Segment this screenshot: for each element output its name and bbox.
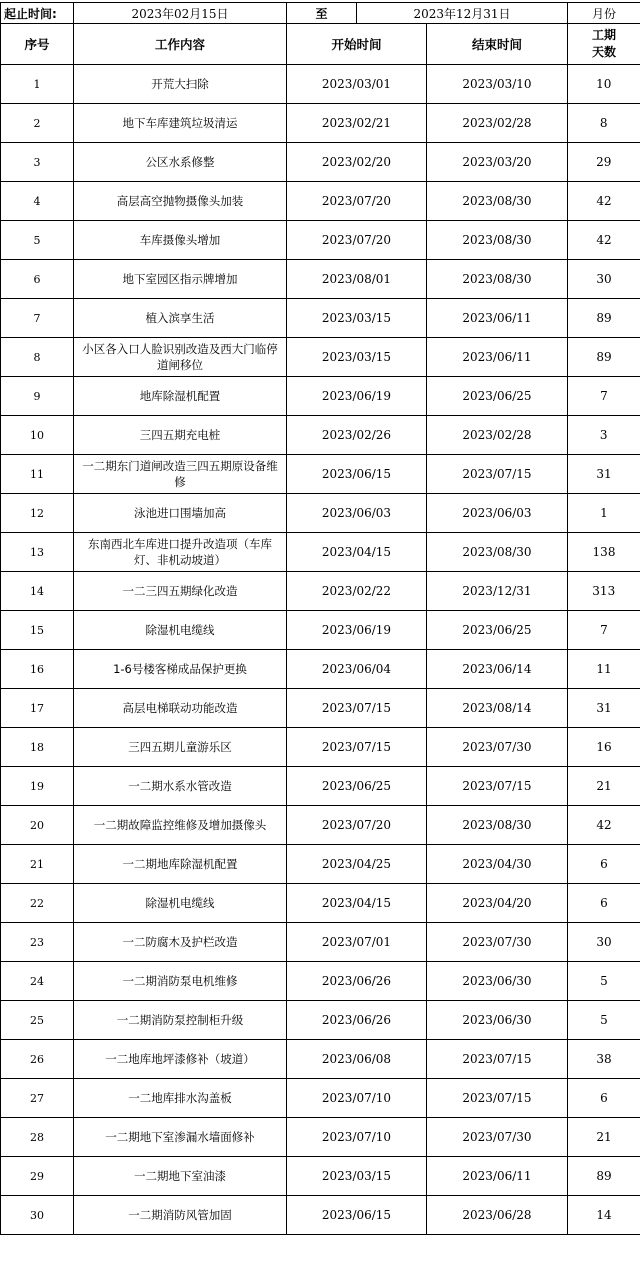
row-seq: 22 (1, 884, 74, 923)
row-task: 1-6号楼客梯成品保护更换 (74, 650, 287, 689)
row-end-date: 2023/07/15 (427, 767, 568, 806)
row-seq: 4 (1, 182, 74, 221)
row-start-date: 2023/06/15 (287, 455, 427, 494)
row-start-date: 2023/03/01 (287, 65, 427, 104)
row-end-date: 2023/06/11 (427, 1157, 568, 1196)
row-start-date: 2023/06/26 (287, 962, 427, 1001)
row-seq: 19 (1, 767, 74, 806)
row-start-date: 2023/06/19 (287, 377, 427, 416)
header-duration-line1: 工期 (591, 28, 616, 42)
row-seq: 5 (1, 221, 74, 260)
table-row (1, 182, 640, 221)
table-row (1, 338, 640, 377)
row-task: 三四五期儿童游乐区 (74, 728, 287, 767)
table-row (1, 260, 640, 299)
row-end-date: 2023/02/28 (427, 416, 568, 455)
row-duration-days: 5 (568, 1001, 640, 1040)
table-row (1, 494, 640, 533)
row-seq: 2 (1, 104, 74, 143)
row-seq: 12 (1, 494, 74, 533)
row-start-date: 2023/06/03 (287, 494, 427, 533)
row-start-date: 2023/07/15 (287, 689, 427, 728)
row-seq: 28 (1, 1118, 74, 1157)
row-seq: 25 (1, 1001, 74, 1040)
row-end-date: 2023/06/28 (427, 1196, 568, 1235)
row-duration-days: 8 (568, 104, 640, 143)
period-end-date: 2023年12月31日 (357, 3, 568, 24)
row-end-date: 2023/04/20 (427, 884, 568, 923)
row-end-date: 2023/12/31 (427, 572, 568, 611)
row-task: 一二期水系水管改造 (74, 767, 287, 806)
row-task: 地下车库建筑垃圾清运 (74, 104, 287, 143)
row-duration-days: 89 (568, 299, 640, 338)
header-duration (568, 24, 640, 65)
row-seq: 11 (1, 455, 74, 494)
row-seq: 24 (1, 962, 74, 1001)
row-start-date: 2023/04/25 (287, 845, 427, 884)
row-start-date: 2023/02/26 (287, 416, 427, 455)
row-duration-days: 89 (568, 338, 640, 377)
row-seq: 10 (1, 416, 74, 455)
row-duration-days: 30 (568, 260, 640, 299)
row-end-date: 2023/06/30 (427, 962, 568, 1001)
row-task: 高层高空抛物摄像头加装 (74, 182, 287, 221)
row-task: 一二期消防泵控制柜升级 (74, 1001, 287, 1040)
row-task: 除湿机电缆线 (74, 611, 287, 650)
table-row (1, 962, 640, 1001)
row-task: 高层电梯联动功能改造 (74, 689, 287, 728)
row-duration-days: 42 (568, 182, 640, 221)
row-seq: 27 (1, 1079, 74, 1118)
table-row (1, 689, 640, 728)
row-seq: 16 (1, 650, 74, 689)
row-seq: 23 (1, 923, 74, 962)
row-duration-days: 38 (568, 1040, 640, 1079)
row-seq: 6 (1, 260, 74, 299)
row-task: 车库摄像头增加 (74, 221, 287, 260)
row-end-date: 2023/06/14 (427, 650, 568, 689)
row-duration-days: 14 (568, 1196, 640, 1235)
row-task: 除湿机电缆线 (74, 884, 287, 923)
row-start-date: 2023/04/15 (287, 884, 427, 923)
table-row (1, 1001, 640, 1040)
row-end-date: 2023/06/25 (427, 611, 568, 650)
row-end-date: 2023/07/15 (427, 1079, 568, 1118)
row-seq: 21 (1, 845, 74, 884)
row-duration-days: 7 (568, 377, 640, 416)
row-start-date: 2023/07/01 (287, 923, 427, 962)
row-seq: 3 (1, 143, 74, 182)
row-end-date: 2023/06/25 (427, 377, 568, 416)
row-start-date: 2023/04/15 (287, 533, 427, 572)
row-task: 三四五期充电桩 (74, 416, 287, 455)
row-task: 一二期消防风管加固 (74, 1196, 287, 1235)
row-start-date: 2023/07/20 (287, 221, 427, 260)
table-row (1, 806, 640, 845)
row-start-date: 2023/07/15 (287, 728, 427, 767)
table-row (1, 104, 640, 143)
table-row (1, 611, 640, 650)
row-end-date: 2023/02/28 (427, 104, 568, 143)
row-seq: 15 (1, 611, 74, 650)
row-end-date: 2023/07/30 (427, 923, 568, 962)
row-start-date: 2023/08/01 (287, 260, 427, 299)
table-row (1, 299, 640, 338)
row-task: 一二期地下室渗漏水墙面修补 (74, 1118, 287, 1157)
period-start-date: 2023年02月15日 (74, 3, 287, 24)
row-duration-days: 42 (568, 221, 640, 260)
row-start-date: 2023/07/20 (287, 182, 427, 221)
row-start-date: 2023/03/15 (287, 299, 427, 338)
row-task: 一二期地下室油漆 (74, 1157, 287, 1196)
row-start-date: 2023/06/19 (287, 611, 427, 650)
row-duration-days: 31 (568, 689, 640, 728)
row-duration-days: 6 (568, 1079, 640, 1118)
row-duration-days: 6 (568, 845, 640, 884)
row-end-date: 2023/03/10 (427, 65, 568, 104)
row-end-date: 2023/07/15 (427, 1040, 568, 1079)
row-seq: 9 (1, 377, 74, 416)
table-row (1, 884, 640, 923)
row-task: 一二防腐木及护栏改造 (74, 923, 287, 962)
row-start-date: 2023/07/10 (287, 1118, 427, 1157)
table-row (1, 533, 640, 572)
table-row (1, 416, 640, 455)
table-row (1, 221, 640, 260)
row-seq: 7 (1, 299, 74, 338)
row-task: 地库除湿机配置 (74, 377, 287, 416)
row-start-date: 2023/02/22 (287, 572, 427, 611)
table-row (1, 143, 640, 182)
row-duration-days: 6 (568, 884, 640, 923)
row-duration-days: 21 (568, 1118, 640, 1157)
header-start: 开始时间 (287, 24, 427, 65)
table-body (1, 65, 640, 1235)
row-seq: 13 (1, 533, 74, 572)
row-start-date: 2023/02/20 (287, 143, 427, 182)
row-start-date: 2023/07/10 (287, 1079, 427, 1118)
row-seq: 1 (1, 65, 74, 104)
row-end-date: 2023/04/30 (427, 845, 568, 884)
table-row (1, 1040, 640, 1079)
row-duration-days: 11 (568, 650, 640, 689)
row-task: 地下室园区指示牌增加 (74, 260, 287, 299)
row-task: 一二地库排水沟盖板 (74, 1079, 287, 1118)
row-seq: 26 (1, 1040, 74, 1079)
row-duration-days: 21 (568, 767, 640, 806)
period-to-label: 至 (287, 3, 357, 24)
table-row (1, 1118, 640, 1157)
row-task: 公区水系修整 (74, 143, 287, 182)
period-row (1, 3, 640, 24)
row-task: 东南西北车库进口提升改造项（车库灯、非机动坡道） (74, 533, 287, 572)
row-end-date: 2023/08/30 (427, 182, 568, 221)
header-row (1, 24, 640, 65)
row-start-date: 2023/02/21 (287, 104, 427, 143)
row-task: 开荒大扫除 (74, 65, 287, 104)
row-end-date: 2023/08/30 (427, 260, 568, 299)
row-duration-days: 138 (568, 533, 640, 572)
row-start-date: 2023/07/20 (287, 806, 427, 845)
row-task: 一二地库地坪漆修补（坡道） (74, 1040, 287, 1079)
row-duration-days: 16 (568, 728, 640, 767)
row-task: 小区各入口人脸识别改造及西大门临停道闸移位 (74, 338, 287, 377)
table-row (1, 650, 640, 689)
row-start-date: 2023/03/15 (287, 338, 427, 377)
row-end-date: 2023/06/11 (427, 299, 568, 338)
row-duration-days: 5 (568, 962, 640, 1001)
row-start-date: 2023/06/04 (287, 650, 427, 689)
row-task: 泳池进口围墙加高 (74, 494, 287, 533)
header-seq: 序号 (1, 24, 74, 65)
row-duration-days: 42 (568, 806, 640, 845)
row-seq: 20 (1, 806, 74, 845)
row-start-date: 2023/06/25 (287, 767, 427, 806)
table-row (1, 923, 640, 962)
row-end-date: 2023/08/30 (427, 221, 568, 260)
period-table (0, 2, 640, 24)
row-task: 一二三四五期绿化改造 (74, 572, 287, 611)
row-duration-days: 30 (568, 923, 640, 962)
row-seq: 18 (1, 728, 74, 767)
row-seq: 29 (1, 1157, 74, 1196)
period-unit-label: 月份 (568, 3, 640, 24)
row-duration-days: 313 (568, 572, 640, 611)
row-end-date: 2023/06/11 (427, 338, 568, 377)
row-end-date: 2023/08/30 (427, 533, 568, 572)
table-row (1, 728, 640, 767)
row-start-date: 2023/06/08 (287, 1040, 427, 1079)
period-label: 起止时间: (1, 3, 74, 24)
row-duration-days: 29 (568, 143, 640, 182)
table-row (1, 1079, 640, 1118)
table-row (1, 845, 640, 884)
row-start-date: 2023/06/15 (287, 1196, 427, 1235)
row-seq: 17 (1, 689, 74, 728)
table-row (1, 65, 640, 104)
row-start-date: 2023/06/26 (287, 1001, 427, 1040)
table-row (1, 455, 640, 494)
header-task: 工作内容 (74, 24, 287, 65)
row-end-date: 2023/08/30 (427, 806, 568, 845)
row-end-date: 2023/07/15 (427, 455, 568, 494)
row-end-date: 2023/06/03 (427, 494, 568, 533)
row-end-date: 2023/06/30 (427, 1001, 568, 1040)
row-seq: 14 (1, 572, 74, 611)
row-duration-days: 89 (568, 1157, 640, 1196)
header-end: 结束时间 (427, 24, 568, 65)
table-row (1, 572, 640, 611)
row-duration-days: 31 (568, 455, 640, 494)
table-row (1, 1196, 640, 1235)
row-seq: 30 (1, 1196, 74, 1235)
row-seq: 8 (1, 338, 74, 377)
row-start-date: 2023/03/15 (287, 1157, 427, 1196)
schedule-table (0, 23, 640, 1235)
row-duration-days: 1 (568, 494, 640, 533)
table-row (1, 1157, 640, 1196)
table-row (1, 767, 640, 806)
row-end-date: 2023/07/30 (427, 728, 568, 767)
row-task: 一二期故障监控维修及增加摄像头 (74, 806, 287, 845)
table-row (1, 377, 640, 416)
row-duration-days: 10 (568, 65, 640, 104)
row-duration-days: 7 (568, 611, 640, 650)
row-task: 植入滨享生活 (74, 299, 287, 338)
row-end-date: 2023/07/30 (427, 1118, 568, 1157)
row-task: 一二期地库除湿机配置 (74, 845, 287, 884)
row-end-date: 2023/03/20 (427, 143, 568, 182)
row-duration-days: 3 (568, 416, 640, 455)
row-task: 一二期东门道闸改造三四五期原设备维修 (74, 455, 287, 494)
row-end-date: 2023/08/14 (427, 689, 568, 728)
header-duration-line2: 天数 (591, 45, 616, 59)
row-task: 一二期消防泵电机维修 (74, 962, 287, 1001)
